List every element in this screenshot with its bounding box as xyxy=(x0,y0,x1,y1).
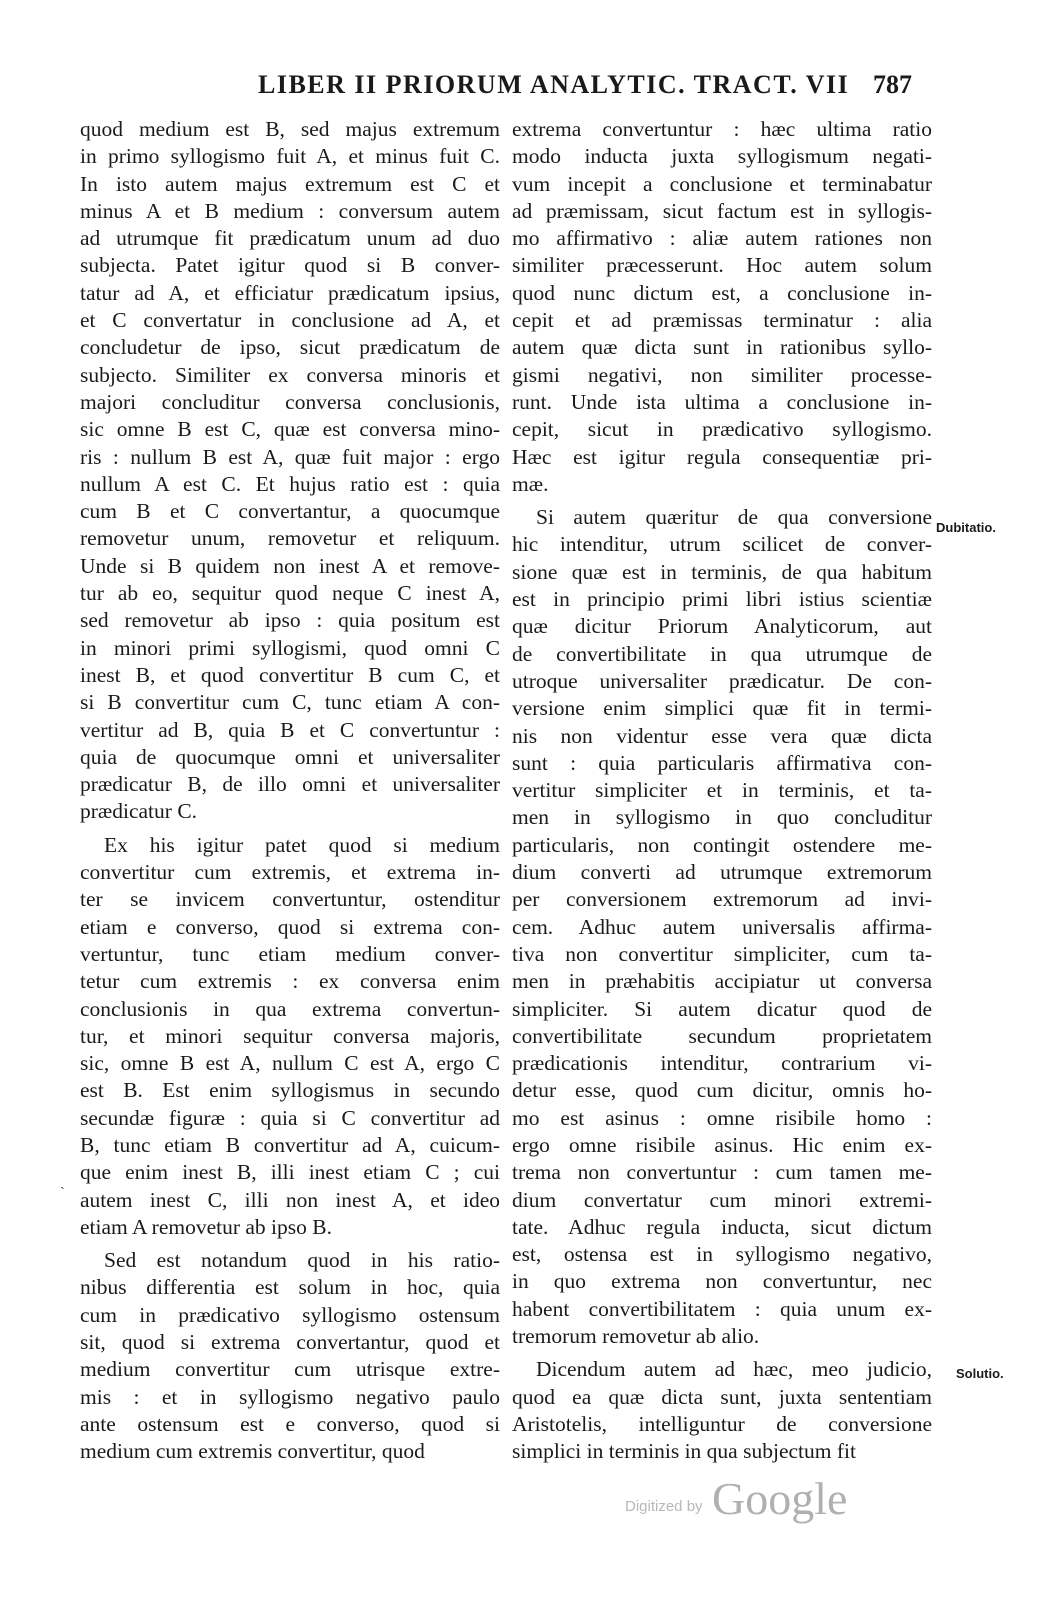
text-line: concludetur de ipso, sicut prædicatum de xyxy=(80,335,500,360)
text-line: per conversionem extremorum ad invi- xyxy=(512,887,932,912)
text-line: mis : et in syllogismo negativo paulo xyxy=(80,1384,500,1409)
text-line: de convertibilitate in qua utrumque de xyxy=(512,641,932,666)
text-line: in quo extrema non convertuntur, nec xyxy=(512,1269,932,1294)
text-line: nis non videntur esse vera quæ dicta xyxy=(512,723,932,748)
text-line: sic, omne B est A, nullum C est A, ergo C xyxy=(80,1051,500,1076)
text-line: vertuntur, tunc etiam medium conver- xyxy=(80,941,500,966)
text-line: medium convertitur cum utrisque extre- xyxy=(80,1357,500,1382)
text-line: trema non convertuntur : cum tamen me- xyxy=(512,1160,932,1185)
text-line: sione quæ est in terminis, de qua habitum xyxy=(512,559,932,584)
text-line: cum in prædicativo syllogismo ostensum xyxy=(80,1302,500,1327)
text-line: dium converti ad utrumque extremorum xyxy=(512,860,932,885)
text-line: sit, quod si extrema convertantur, quod et xyxy=(80,1330,500,1355)
text-line: tur ab eo, sequitur quod neque C inest A, xyxy=(80,581,500,606)
text-line: dium convertatur cum minori extremi- xyxy=(512,1187,932,1212)
text-line: ante ostensum est e converso, quod si xyxy=(80,1411,500,1436)
text-line: ad utrumque fit prædicatum unum ad duo xyxy=(80,226,500,251)
text-line: secundæ figuræ : quia si C convertitur ad xyxy=(80,1105,500,1130)
text-line: autem quæ dicta sunt in rationibus syllo- xyxy=(512,335,932,360)
text-line: utroque universaliter prædicatur. De con- xyxy=(512,668,932,693)
text-line: cepit, sicut in prædicativo syllogismo. xyxy=(512,417,932,442)
text-line: tremorum removetur ab alio. xyxy=(512,1324,760,1349)
text-line: tatur ad A, et efficiatur prædicatum ipsius, xyxy=(80,280,500,305)
text-line: medium cum extremis convertitur, quod xyxy=(80,1439,425,1464)
right-text-column xyxy=(512,116,932,1466)
text-line: hic intenditur, utrum scilicet de conver- xyxy=(512,532,932,557)
text-line: ter se invicem convertuntur, ostenditur xyxy=(80,887,500,912)
text-line: tiva non convertitur simpliciter, cum ta- xyxy=(512,941,932,966)
text-line: majori concluditur conversa conclusionis, xyxy=(80,389,500,414)
text-line: detur esse, quod cum dicitur, omnis ho- xyxy=(512,1078,932,1103)
text-line: prædicatur B, de illo omni et universaliter xyxy=(80,772,500,797)
text-line: est, ostensa est in syllogismo negativo, xyxy=(512,1242,932,1267)
text-line: in minori primi syllogismi, quod omni C xyxy=(80,635,500,660)
text-line: nullum A est C. Et hujus ratio est : quia xyxy=(80,471,500,496)
text-line: et C convertatur in conclusione ad A, et xyxy=(80,308,500,333)
left-text-column xyxy=(80,116,500,1466)
text-line: vum incepit a conclusione et terminabatur xyxy=(512,171,932,196)
text-line: men in præhabitis accipiatur ut conversa xyxy=(512,969,932,994)
text-line: sic omne B est C, quæ est conversa mino- xyxy=(80,417,500,442)
text-line: vertitur ad B, quia B et C convertuntur : xyxy=(80,717,500,742)
text-line: autem inest C, illi non inest A, et ideo xyxy=(80,1187,500,1212)
text-line: sunt : quia particularis affirmativa con- xyxy=(512,750,932,775)
text-line: mo affirmativo : aliæ autem rationes non xyxy=(512,226,932,251)
text-line: quæ dicitur Priorum Analyticorum, aut xyxy=(512,614,932,639)
text-line: etiam e converso, quod si extrema con- xyxy=(80,914,500,939)
text-line: mo est asinus : omne risibile homo : xyxy=(512,1105,932,1130)
text-line: ris : nullum B est A, quæ fuit major : ergo xyxy=(80,444,500,469)
text-line: Si autem quæritur de qua conversione xyxy=(536,505,932,530)
text-line: gismi negativi, non similiter processe- xyxy=(512,362,932,387)
text-line: sed removetur ab ipso : quia positum est xyxy=(80,608,500,633)
margin-note-dubitatio: Dubitatio. xyxy=(936,520,996,535)
text-line: minus A et B medium : conversum autem xyxy=(80,198,500,223)
google-logo: Google xyxy=(712,1473,848,1524)
text-line: que enim inest B, illi inest etiam C ; cui xyxy=(80,1160,500,1185)
text-line: prædicatur C. xyxy=(80,799,198,824)
text-line: Aristotelis, intelliguntur de conversione xyxy=(512,1411,932,1436)
text-line: si B convertitur cum C, tunc etiam A con- xyxy=(80,690,500,715)
text-line: tetur cum extremis : ex conversa enim xyxy=(80,969,500,994)
text-line: nibus differentia est solum in hoc, quia xyxy=(80,1275,500,1300)
digitized-by-label: Digitized by xyxy=(625,1498,703,1515)
text-line: Dicendum autem ad hæc, meo judicio, xyxy=(536,1357,932,1382)
text-line: vertitur simpliciter et in terminis, et ta- xyxy=(512,778,932,803)
text-line: conclusionis in qua extrema convertun- xyxy=(80,996,500,1021)
text-line: Hæc est igitur regula consequentiæ pri- xyxy=(512,444,932,469)
text-line: quod nunc dictum est, a conclusione in- xyxy=(512,280,932,305)
text-line: convertibilitate secundum proprietatem xyxy=(512,1023,932,1048)
text-line: similiter præcesserunt. Hoc autem solum xyxy=(512,253,932,278)
text-line: subjecto. Similiter ex conversa minoris et xyxy=(80,362,500,387)
text-line: B, tunc etiam B convertitur ad A, cuicum- xyxy=(80,1132,500,1157)
text-line: inest B, et quod convertitur B cum C, et xyxy=(80,662,500,687)
running-header-title: LIBER II PRIORUM ANALYTIC. TRACT. VII xyxy=(258,70,850,99)
text-line: removetur unum, removetur et reliquum. xyxy=(80,526,500,551)
text-line: particularis, non contingit ostendere me- xyxy=(512,832,932,857)
text-line: men in syllogismo in quo concluditur xyxy=(512,805,932,830)
text-line: cum B et C convertantur, a quocumque xyxy=(80,499,500,524)
text-line: est in principio primi libri istius scientiæ xyxy=(512,587,932,612)
text-line: ad præmissam, sicut factum est in syllogis- xyxy=(512,198,932,223)
text-line: est B. Est enim syllogismus in secundo xyxy=(80,1078,500,1103)
text-line: Sed est notandum quod in his ratio- xyxy=(104,1248,500,1273)
text-line: simplici in terminis in qua subjectum fit xyxy=(512,1439,856,1464)
text-line: versione enim simplici quæ fit in termi- xyxy=(512,696,932,721)
text-line: subjecta. Patet igitur quod si B conver- xyxy=(80,253,500,278)
text-line: tur, et minori sequitur conversa majoris, xyxy=(80,1023,500,1048)
text-line: in primo syllogismo fuit A, et minus fuit C. xyxy=(80,144,500,169)
text-line: quod ea quæ dicta sunt, juxta sententiam xyxy=(512,1384,932,1409)
text-line: habent convertibilitatem : quia unum ex- xyxy=(512,1296,932,1321)
text-line: prædicationis intenditur, contrarium vi- xyxy=(512,1051,932,1076)
text-line: tate. Adhuc regula inducta, sicut dictum xyxy=(512,1214,932,1239)
text-line: cepit et ad præmissas terminatur : alia xyxy=(512,308,932,333)
stray-mark: ˎ xyxy=(60,1175,65,1190)
text-line: ergo omne risibile asinus. Hic enim ex- xyxy=(512,1132,932,1157)
page-number: 787 xyxy=(873,70,912,99)
text-line: simpliciter. Si autem dicatur quod de xyxy=(512,996,932,1021)
text-line: Ex his igitur patet quod si medium xyxy=(104,832,500,857)
text-line: mæ. xyxy=(512,471,549,496)
text-line: In isto autem majus extremum est C et xyxy=(80,171,500,196)
text-line: convertitur cum extremis, et extrema in- xyxy=(80,860,500,885)
text-line: etiam A removetur ab ipso B. xyxy=(80,1214,332,1239)
text-line: cem. Adhuc autem universalis affirma- xyxy=(512,914,932,939)
text-line: Unde si B quidem non inest A et remove- xyxy=(80,553,500,578)
text-line: extrema convertuntur : hæc ultima ratio xyxy=(512,117,932,141)
text-line: modo inducta juxta syllogismum negati- xyxy=(512,144,932,169)
text-line: runt. Unde ista ultima a conclusione in- xyxy=(512,389,932,414)
text-line: quod medium est B, sed majus extremum xyxy=(80,117,500,141)
margin-note-solutio: Solutio. xyxy=(956,1366,1004,1381)
text-line: quia de quocumque omni et universaliter xyxy=(80,744,500,769)
